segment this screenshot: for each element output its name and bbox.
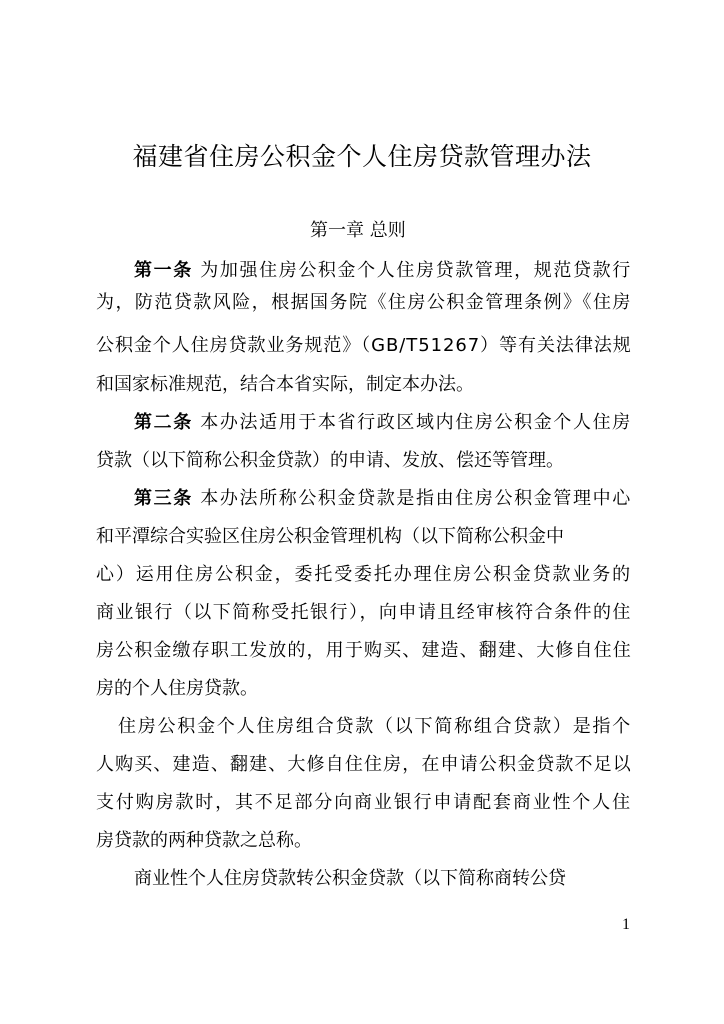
paragraph-line [96,524,564,550]
line-text: 贷款（以下简称公积金贷款）的申请、发放、偿还等管理。 [96,450,564,471]
line-text: 为加强住房公积金个人住房贷款管理，规范贷款行 [192,260,632,281]
paragraph-line [96,562,632,588]
line-text: 本办法适用于本省行政区域内住房公积金个人住房 [192,412,632,433]
paragraph-line [96,448,564,474]
paragraph-line [96,638,632,664]
article-label: 第二条 [134,412,193,433]
line-text: 和平潭综合实验区住房公积金管理机构（以下简称公积金中 [96,526,564,547]
paragraph-line [96,600,632,626]
paragraph-line [96,752,632,778]
paragraph-line [134,866,566,892]
line-text: 商业性个人住房贷款转公积金贷款（以下简称商转公贷 [134,868,566,889]
line-text: 心）运用住房公积金，委托受委托办理住房公积金贷款业务的 [96,564,632,585]
paragraph-line [96,372,474,398]
line-text: 住房公积金个人住房组合贷款（以下简称组合贷款）是指个 [118,716,633,737]
line-text: 和国家标准规范，结合本省实际，制定本办法。 [96,374,474,395]
page-number: 1 [622,916,630,933]
line-text: 房公积金缴存职工发放的，用于购买、建造、翻建、大修自住住 [96,640,632,661]
paragraph-line [96,333,632,359]
line-text: 房的个人住房贷款。 [96,678,258,699]
line-text: 支付购房款时，其不足部分向商业银行申请配套商业性个人住 [96,792,632,813]
paragraph-line [96,790,632,816]
paragraph-line [96,290,632,316]
paragraph-line [118,714,632,740]
article-label: 第三条 [134,488,193,509]
chapter-heading: 第一章 总则 [310,220,406,241]
article-label: 第一条 [134,260,193,281]
line-text: 房贷款的两种贷款之总称。 [96,830,312,851]
line-text: 人购买、建造、翻建、大修自住住房，在申请公积金贷款不足以 [96,754,632,775]
line-text: 本办法所称公积金贷款是指由住房公积金管理中心 [192,488,632,509]
paragraph-line [134,486,632,512]
line-text: 公积金个人住房贷款业务规范》（GB/T51267）等有关法律法规 [96,335,632,356]
document-title: 福建省住房公积金个人住房贷款管理办法 [132,142,592,171]
paragraph-line [96,676,258,702]
paragraph-line [134,258,632,284]
line-text: 为，防范贷款风险，根据国务院《住房公积金管理条例》《住房 [96,292,632,313]
paragraph-line [96,828,312,854]
line-text: 商业银行（以下简称受托银行），向申请且经审核符合条件的住 [96,602,632,623]
paragraph-line [134,410,632,436]
